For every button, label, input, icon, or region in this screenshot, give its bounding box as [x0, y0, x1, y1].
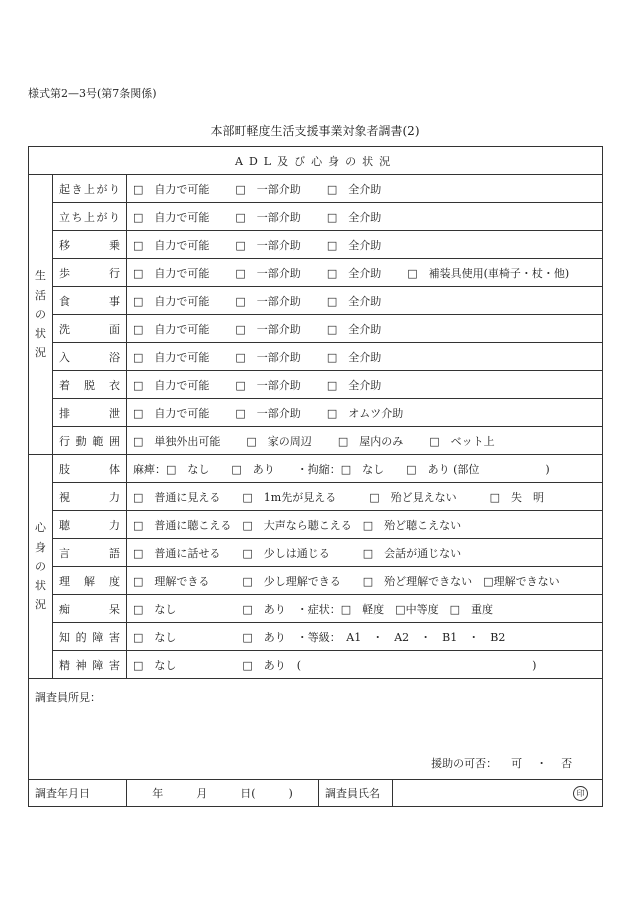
assist-decision [417, 755, 572, 771]
survey-table [28, 146, 603, 807]
row-options[interactable]: □ なし □ あり ・等級： A1 ・ A2 ・ B1 ・ B2 [127, 623, 603, 651]
row-options [127, 343, 603, 371]
checkbox-option[interactable]: □ 全介助 [326, 210, 382, 224]
checkbox-option[interactable]: □ 自力で可能 [133, 266, 210, 280]
row-options [127, 427, 603, 455]
assist-separator: ・ [536, 757, 548, 770]
checkbox-option[interactable]: □ オムツ介助 [326, 406, 404, 420]
table-row [29, 371, 603, 399]
seal-icon: 印 [573, 786, 588, 801]
table-row [29, 651, 603, 679]
checkbox-option[interactable]: □ 家の周辺 [246, 434, 312, 448]
remarks-area[interactable] [29, 679, 603, 780]
row-label: 歩 行 [53, 259, 127, 287]
row-label: 肢 体 [53, 455, 127, 483]
checkbox-option[interactable]: □ 自力で可能 [133, 322, 210, 336]
checkbox-option[interactable]: □ 一部介助 [235, 350, 301, 364]
table-row [29, 203, 603, 231]
row-options[interactable]: □ 理解できる □ 少し理解できる □ 殆ど理解できない □理解できない [127, 567, 603, 595]
table-row [29, 539, 603, 567]
row-options [127, 175, 603, 203]
row-options[interactable]: 麻痺：□ なし □ あり ・拘縮：□ なし □ あり (部位 ) [127, 455, 603, 483]
checkbox-option[interactable]: □ 全介助 [326, 238, 382, 252]
row-options [127, 231, 603, 259]
form-id: 様式第2—3号(第7条関係) [28, 87, 157, 100]
table-header: ADL及び心身の状況 [29, 147, 603, 175]
checkbox-option[interactable]: □ 全介助 [326, 322, 382, 336]
checkbox-option[interactable]: □ 補装具使用(車椅子・杖・他) [407, 266, 570, 280]
checkbox-option[interactable]: □ 全介助 [326, 378, 382, 392]
row-options[interactable]: □ なし □ あり ( ) [127, 651, 603, 679]
table-header-row [29, 147, 603, 175]
life-section-label: 生 活 の 状 況 [29, 175, 53, 455]
checkbox-option[interactable]: □ 自力で可能 [133, 350, 210, 364]
checkbox-option[interactable]: □ 自力で可能 [133, 182, 210, 196]
row-label: 精神障害 [53, 651, 127, 679]
row-label: 入 浴 [53, 343, 127, 371]
table-row [29, 455, 603, 483]
remarks-label: 調査員所見： [35, 691, 101, 704]
row-options [127, 371, 603, 399]
row-label: 知的障害 [53, 623, 127, 651]
checkbox-option[interactable]: □ 一部介助 [235, 182, 301, 196]
table-row [29, 483, 603, 511]
assist-label: 援助の可否： [431, 757, 498, 770]
row-label: 理 解 度 [53, 567, 127, 595]
table-row [29, 511, 603, 539]
checkbox-option[interactable]: □ 一部介助 [235, 238, 301, 252]
row-label: 食 事 [53, 287, 127, 315]
checkbox-option[interactable]: □ 全介助 [326, 294, 382, 308]
row-options [127, 203, 603, 231]
checkbox-option[interactable]: □ 全介助 [326, 266, 382, 280]
row-label: 着 脱 衣 [53, 371, 127, 399]
page-title: 本部町軽度生活支援事業対象者調書(2) [210, 124, 420, 138]
table-row [29, 259, 603, 287]
table-row [29, 427, 603, 455]
table-row [29, 231, 603, 259]
checkbox-option[interactable]: □ 自力で可能 [133, 210, 210, 224]
table-row [29, 567, 603, 595]
row-label: 移 乗 [53, 231, 127, 259]
checkbox-option[interactable]: □ 全介助 [326, 182, 382, 196]
row-options [127, 259, 603, 287]
row-options [127, 399, 603, 427]
checkbox-option[interactable]: □ 一部介助 [235, 266, 301, 280]
row-label: 言 語 [53, 539, 127, 567]
row-options [127, 315, 603, 343]
table-row [29, 595, 603, 623]
checkbox-option[interactable]: □ 自力で可能 [133, 238, 210, 252]
row-label: 立ち上がり [53, 203, 127, 231]
row-label: 痴 呆 [53, 595, 127, 623]
checkbox-option[interactable]: □ 自力で可能 [133, 294, 210, 308]
table-row [29, 175, 603, 203]
investigator-label: 調査員氏名 [319, 780, 393, 807]
row-label: 起き上がり [53, 175, 127, 203]
checkbox-option[interactable]: □ 一部介助 [235, 322, 301, 336]
table-row [29, 623, 603, 651]
table-row [29, 399, 603, 427]
checkbox-option[interactable]: □ 一部介助 [235, 294, 301, 308]
table-row [29, 287, 603, 315]
assist-no[interactable]: 否 [561, 757, 573, 770]
table-row [29, 343, 603, 371]
checkbox-option[interactable]: □ 一部介助 [235, 406, 301, 420]
footer-row [29, 780, 603, 807]
row-label: 洗 面 [53, 315, 127, 343]
row-options[interactable]: □ 普通に見える □ 1m先が見える □ 殆ど見えない □ 失 明 [127, 483, 603, 511]
row-options[interactable]: □ 普通に聴こえる □ 大声なら聴こえる □ 殆ど聴こえない [127, 511, 603, 539]
row-label: 排 泄 [53, 399, 127, 427]
checkbox-option[interactable]: □ 屋内のみ [337, 434, 404, 448]
row-label: 聴 力 [53, 511, 127, 539]
checkbox-option[interactable]: □ 自力で可能 [133, 406, 210, 420]
mind-section-label: 心 身 の 状 況 [29, 455, 53, 679]
assist-yes[interactable]: 可 [511, 757, 523, 770]
checkbox-option[interactable]: □ 一部介助 [235, 210, 301, 224]
checkbox-option[interactable]: □ 一部介助 [235, 378, 301, 392]
row-options[interactable]: □ なし □ あり ・症状：□ 軽度 □中等度 □ 重度 [127, 595, 603, 623]
row-options[interactable]: □ 普通に話せる □ 少しは通じる □ 会話が通じない [127, 539, 603, 567]
row-label: 行動範囲 [53, 427, 127, 455]
checkbox-option[interactable]: □ 単独外出可能 [133, 434, 221, 448]
date-field[interactable]: 年 月 日( ) [127, 780, 319, 807]
checkbox-option[interactable]: □ 全介助 [326, 350, 382, 364]
row-label: 視 力 [53, 483, 127, 511]
table-row [29, 315, 603, 343]
investigator-name-field[interactable] [393, 780, 603, 807]
checkbox-option[interactable]: □ 自力で可能 [133, 378, 210, 392]
remarks-row [29, 679, 603, 780]
date-label: 調査年月日 [29, 780, 127, 807]
checkbox-option[interactable]: □ ベット上 [429, 434, 495, 448]
row-options [127, 287, 603, 315]
